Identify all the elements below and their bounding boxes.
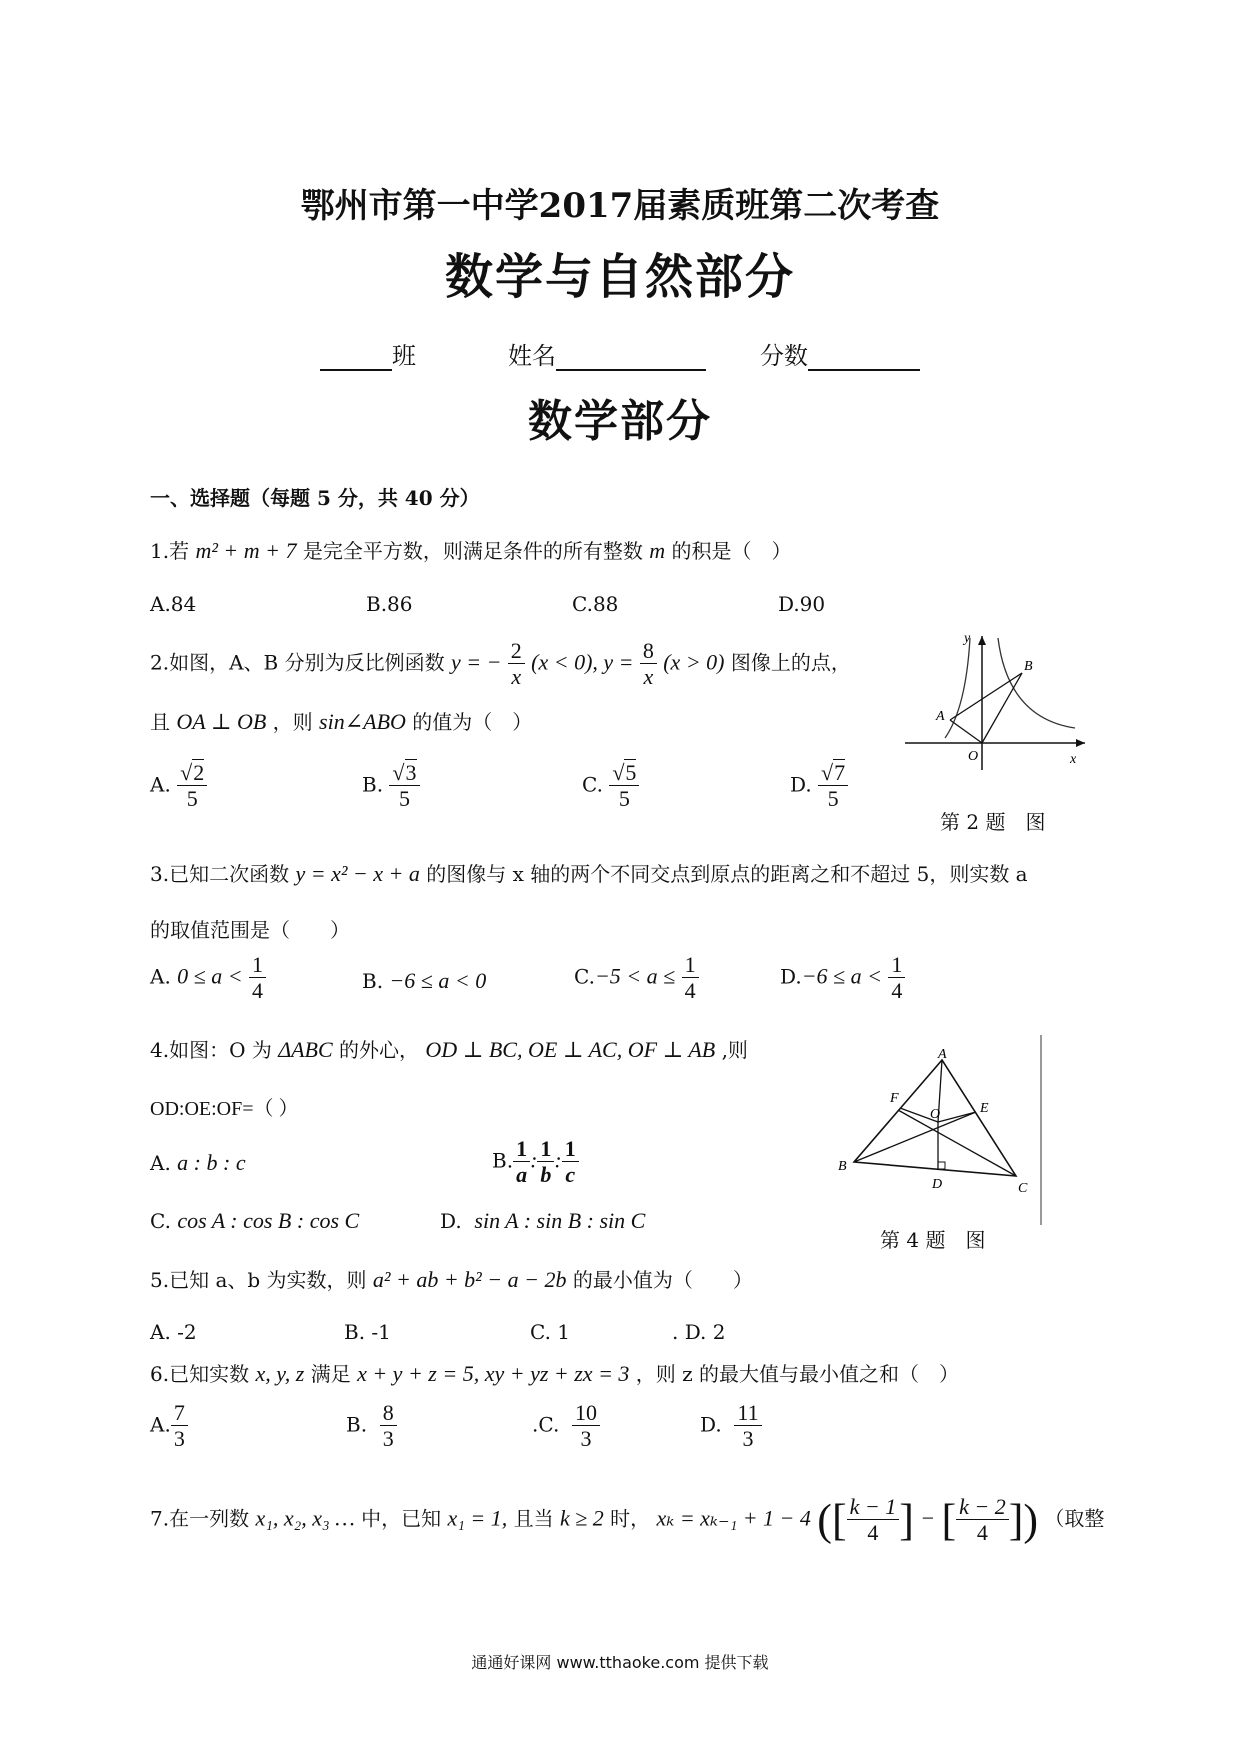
- question-7: 7.在一列数 x₁, x₂, x₃ … 中，已知 x₁ = 1, 且当 k ≥ 2 时， xₖ = xₖ₋₁ + 1 − 4 ([ $\frac{k - 1}{4}$ ] − [ $\frac{k - 2}{4}$ ]) （取整: [150, 1494, 1105, 1546]
- question-4-line1: [150, 1034, 748, 1063]
- question-2-line2: [150, 706, 532, 735]
- q4-option-c[interactable]: C. cos A : cos B : cos C: [150, 1208, 360, 1233]
- q4-tail: ,则: [721, 1038, 748, 1062]
- q7-prefix: 7.在一列数: [150, 1506, 250, 1531]
- q3-prefix: 3.已知二次函数: [150, 862, 290, 886]
- q3-text: 的图像与 x 轴的两个不同交点到原点的距离之和不超过 5，则实数 a: [426, 862, 1028, 886]
- question-3-line1: [150, 858, 1028, 887]
- q4-caption: 第 4 题 图: [880, 1228, 986, 1252]
- q2-func1-condition: (x < 0), y =: [531, 649, 634, 675]
- question-6: [150, 1358, 959, 1387]
- q1-option-c[interactable]: C.88: [572, 592, 619, 616]
- q6-option-a[interactable]: A. $\frac{7}{3}$: [150, 1400, 188, 1452]
- curve-right: [998, 638, 1075, 728]
- q2-option-b[interactable]: B. $\frac{√3}{5}$: [362, 760, 420, 812]
- class-label: 班: [392, 342, 416, 370]
- label-x: x: [1070, 752, 1077, 767]
- q7-floor-2: $\frac{k - 2}{4}$: [956, 1494, 1009, 1546]
- segment-ob: [982, 673, 1022, 743]
- q4-text: 的外心，: [339, 1038, 420, 1062]
- q2-line1-text: 2.如图，A、B 分别为反比例函数: [150, 650, 445, 675]
- q7-text3: 时，: [610, 1506, 651, 1531]
- label-a: A: [938, 1047, 947, 1062]
- subtitle: 数学与自然部分: [444, 249, 795, 305]
- q2-line2-b: ，则: [272, 710, 313, 734]
- q4-triangle: ΔABC: [278, 1037, 333, 1062]
- q7-recurrence: xₖ = xₖ₋₁ + 1 − 4: [656, 1505, 811, 1531]
- score-blank[interactable]: [808, 345, 920, 371]
- q1-tail: 的积是（ ）: [671, 539, 792, 563]
- q6-option-b[interactable]: B. $\frac{8}{3}$: [346, 1400, 397, 1452]
- q7-condition: k ≥ 2: [559, 1505, 604, 1531]
- q7-floor-1: $\frac{k - 1}{4}$: [847, 1494, 900, 1546]
- q6-option-c[interactable]: .C. $\frac{10}{3}$: [532, 1400, 600, 1452]
- segment-ab: [950, 673, 1022, 720]
- q1-option-d[interactable]: D.90: [778, 592, 826, 616]
- section-title: 一、选择题（每题 5 分，共 40 分）: [150, 486, 480, 510]
- q4-option-d[interactable]: D. sin A : sin B : sin C: [440, 1208, 646, 1233]
- q2-perpendicular: OA ⊥ OB: [176, 709, 267, 734]
- score-field: [760, 336, 920, 371]
- q4-figure: [828, 1046, 1058, 1216]
- q6-text: 满足: [310, 1362, 351, 1386]
- q2-option-a[interactable]: A. $\frac{√2}{5}$: [150, 760, 207, 812]
- q2-func1-prefix: y = −: [450, 649, 502, 675]
- q5-prefix: 5.已知 a、b 为实数，则: [150, 1268, 367, 1292]
- q2-figure: [900, 628, 1100, 778]
- name-field: [508, 336, 706, 371]
- q2-line2-c: 的值为（ ）: [412, 710, 533, 734]
- q4-option-a[interactable]: A. a : b : c: [150, 1150, 246, 1175]
- q6-prefix: 6.已知实数: [150, 1362, 250, 1386]
- q2-func2-condition: (x > 0): [663, 649, 725, 675]
- q7-sequence: x₁, x₂, x₃ …: [255, 1505, 355, 1531]
- q2-caption: 第 2 题 图: [940, 810, 1046, 834]
- q2-sin-angle: sin∠ABO: [319, 709, 406, 734]
- q2-func2-fraction: $\frac{8}{x}$: [640, 638, 657, 690]
- q6-condition: x + y + z = 5, xy + yz + zx = 3: [357, 1361, 630, 1386]
- label-e: E: [980, 1101, 989, 1116]
- school-title: 鄂州市第一中学2017届素质班第二次考查: [300, 186, 940, 226]
- segment-oe: [938, 1112, 976, 1122]
- q2-option-d[interactable]: D. $\frac{√7}{5}$: [790, 760, 848, 812]
- label-y: y: [964, 631, 971, 646]
- q1-expression: m² + m + 7: [195, 538, 297, 563]
- q3-option-c[interactable]: C.−5 < a ≤ $\frac{1}{4}$: [574, 952, 699, 1004]
- question-2-line1: [150, 638, 851, 690]
- y-axis-arrow: [978, 636, 986, 645]
- q7-minus: −: [920, 1505, 936, 1531]
- q7-tail: （取整: [1044, 1506, 1105, 1531]
- right-angle-mark: [938, 1162, 945, 1169]
- label-o: O: [930, 1107, 941, 1122]
- figure-divider: [1040, 1035, 1042, 1225]
- q4-perpendiculars: OD ⊥ BC, OE ⊥ AC, OF ⊥ AB: [425, 1037, 716, 1062]
- q2-line2-a: 且: [150, 710, 170, 734]
- q5-option-d[interactable]: . D. 2: [672, 1320, 726, 1344]
- label-f: F: [890, 1091, 899, 1106]
- q1-option-b[interactable]: B.86: [366, 592, 413, 616]
- q6-variables: x, y, z: [255, 1361, 305, 1386]
- q3-option-d[interactable]: D.−6 ≤ a < $\frac{1}{4}$: [780, 952, 905, 1004]
- label-a: A: [936, 709, 945, 724]
- q3-option-b[interactable]: B. −6 ≤ a < 0: [362, 968, 487, 993]
- segment-oa: [950, 720, 982, 743]
- label-c: C: [1018, 1181, 1028, 1196]
- q4-option-b[interactable]: B. $\frac{1}{a}$ : $\frac{1}{b}$ : $\frac{1}{c}$: [492, 1136, 579, 1188]
- question-1: [150, 535, 791, 564]
- q5-option-c[interactable]: C. 1: [530, 1320, 571, 1344]
- q1-prefix: 1.若: [150, 539, 190, 563]
- q4-prefix: 4.如图：O 为: [150, 1038, 272, 1062]
- q2-option-c[interactable]: C. $\frac{√5}{5}$: [582, 760, 639, 812]
- label-b: B: [1024, 659, 1033, 674]
- q3-expression: y = x² − x + a: [295, 861, 420, 886]
- q1-suffix: 是完全平方数，则满足条件的所有整数: [302, 539, 643, 563]
- q1-option-a[interactable]: A.84: [150, 592, 197, 616]
- class-field: [320, 336, 416, 371]
- q7-text2: 且当: [513, 1506, 554, 1531]
- q7-initial: x₁ = 1,: [447, 1505, 508, 1531]
- q5-option-a[interactable]: A. -2: [150, 1320, 197, 1344]
- q3-option-a[interactable]: A. 0 ≤ a < $\frac{1}{4}$: [150, 952, 266, 1004]
- q6-option-d[interactable]: D. $\frac{11}{3}$: [700, 1400, 762, 1452]
- q5-tail: 的最小值为（ ）: [572, 1268, 753, 1292]
- question-3-line2: 的取值范围是（ ）: [150, 918, 350, 942]
- curve-left: [945, 638, 970, 738]
- name-blank[interactable]: [556, 345, 706, 371]
- name-label: 姓名: [508, 342, 556, 370]
- label-o: O: [968, 749, 979, 764]
- q6-tail: ，则 z 的最大值与最小值之和（ ）: [635, 1362, 960, 1386]
- question-4-line2: OD:OE:OF=（ ）: [150, 1098, 299, 1120]
- q5-expression: a² + ab + b² − a − 2b: [372, 1267, 567, 1292]
- class-blank[interactable]: [320, 345, 392, 371]
- q5-option-b[interactable]: B. -1: [344, 1320, 391, 1344]
- score-label: 分数: [760, 342, 808, 370]
- x-axis-arrow: [1076, 739, 1085, 747]
- label-d: D: [932, 1177, 943, 1192]
- question-5: [150, 1264, 753, 1293]
- q2-line1-tail: 图像上的点，: [730, 650, 851, 675]
- q1-variable: m: [649, 538, 666, 563]
- label-b: B: [838, 1159, 847, 1174]
- footer-credit: 通通好课网 www.tthaoke.com 提供下载: [471, 1653, 769, 1672]
- q7-text1: 中，已知: [361, 1506, 442, 1531]
- part-title: 数学部分: [528, 396, 712, 447]
- q2-func1-fraction: $\frac{2}{x}$: [508, 638, 525, 690]
